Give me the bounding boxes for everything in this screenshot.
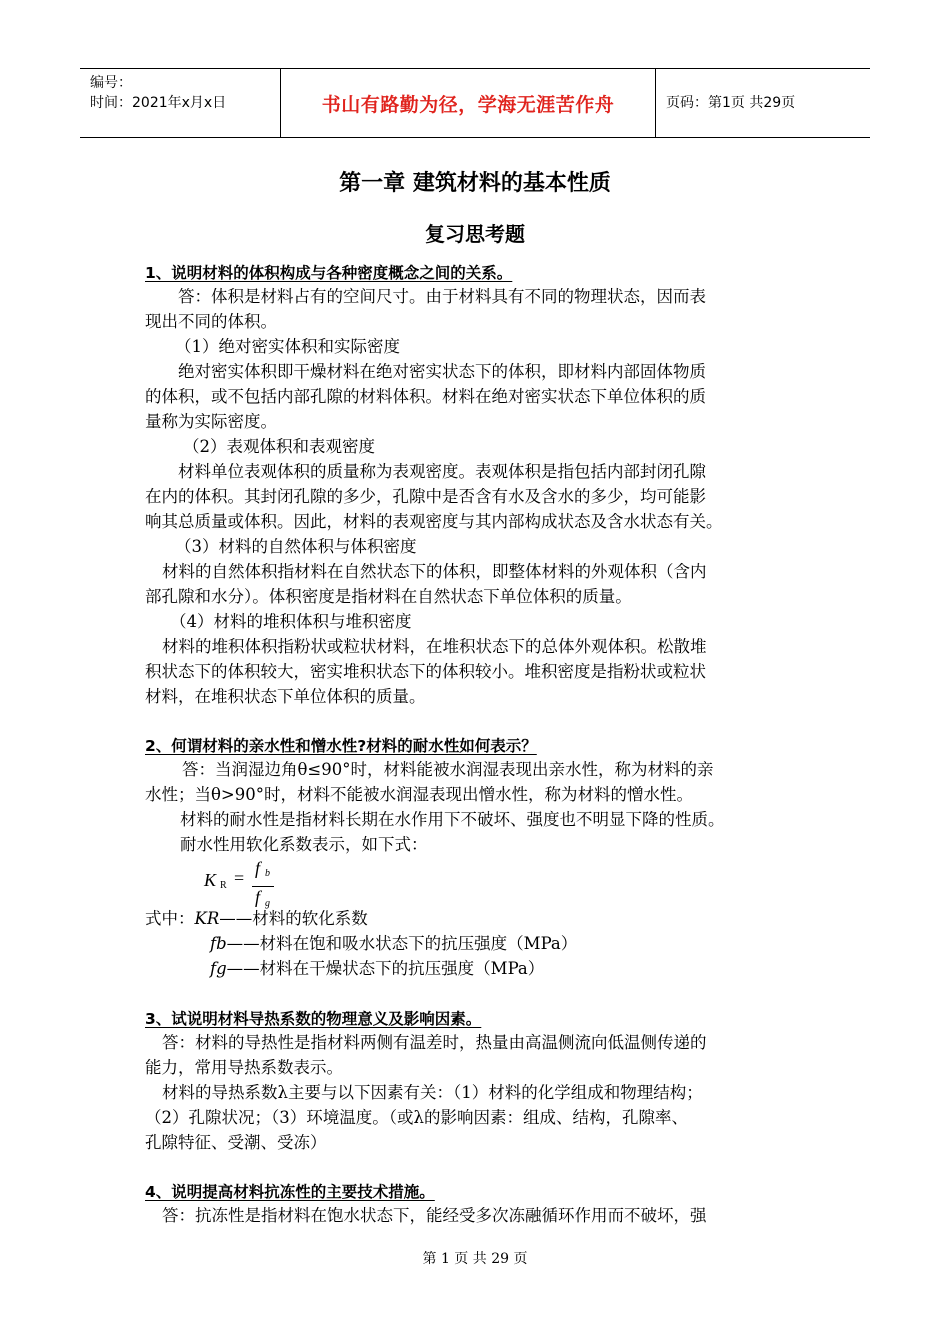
paragraph-line: 答：材料的导热性是指材料两侧有温差时，热量由高温侧流向低温侧传递的 — [162, 1033, 707, 1052]
definition-line — [210, 957, 544, 981]
definition-prefix: 式中： — [145, 909, 195, 928]
definition-text: ——材料在干燥状态下的抗压强度（MPa） — [226, 959, 545, 978]
definition-line — [210, 932, 577, 956]
header-left-cell — [80, 69, 281, 137]
subheading: （1）绝对密实体积和实际密度 — [175, 337, 400, 356]
header-right-cell — [656, 69, 870, 137]
definition-symbol: fb — [210, 934, 227, 953]
paragraph-line: 材料单位表观体积的质量称为表观密度。表观体积是指包括内部封闭孔隙 — [178, 462, 706, 481]
paragraph-line: 材料的自然体积指材料在自然状态下的体积，即整体材料的外观体积（含内 — [162, 562, 707, 581]
formula-numerator: f — [255, 858, 261, 878]
question-2: 2、何谓材料的亲水性和憎水性?材料的耐水性如何表示？ — [145, 737, 537, 755]
definition-line — [145, 907, 368, 931]
definition-symbol: KR — [194, 909, 220, 928]
softening-coefficient-formula — [204, 856, 294, 912]
formula-equals: = — [234, 868, 245, 888]
question-1: 1、说明材料的体积构成与各种密度概念之间的关系。 — [145, 264, 513, 282]
paragraph-line: 材料，在堆积状态下单位体积的质量。 — [145, 687, 426, 706]
formula-denominator: f — [255, 887, 261, 907]
paragraph-line: 答：当润湿边角θ≤90°时，材料能被水润湿表现出亲水性，称为材料的亲 — [182, 760, 714, 779]
paragraph-line: 响其总质量或体积。因此，材料的表观密度与其内部构成状态及含水状态有关。 — [145, 512, 723, 531]
serial-label: 编号： — [90, 75, 132, 91]
paragraph-line: 积状态下的体积较大，密实堆积状态下的体积较小。堆积密度是指粉状或粒状 — [145, 662, 706, 681]
header-middle-cell — [281, 69, 656, 137]
paragraph-line: 在内的体积。其封闭孔隙的多少，孔隙中是否含有水及含水的多少，均可能影 — [145, 487, 706, 506]
paragraph-line: 量称为实际密度。 — [145, 412, 277, 431]
definition-text: ——材料在饱和吸水状态下的抗压强度（MPa） — [226, 934, 578, 953]
time-label: 时间：2021年x月x日 — [90, 95, 227, 111]
paragraph-line: 耐水性用软化系数表示，如下式： — [180, 835, 428, 854]
section-title: 复习思考题 — [425, 222, 525, 246]
definition-symbol: fg — [210, 959, 227, 978]
page-info: 页码：第1页 共29页 — [666, 95, 796, 111]
paragraph-line: 部孔隙和水分）。体积密度是指材料在自然状态下单位体积的质量。 — [145, 587, 632, 606]
question-3: 3、试说明材料导热系数的物理意义及影响因素。 — [145, 1010, 482, 1028]
subheading: （4）材料的堆积体积与堆积密度 — [170, 612, 412, 631]
definition-text: ——材料的软化系数 — [219, 909, 368, 928]
paragraph-line: 绝对密实体积即干燥材料在绝对密实状态下的体积，即材料内部固体物质 — [178, 362, 706, 381]
paragraph-line: 材料的耐水性是指材料长期在水作用下不破坏、强度也不明显下降的性质。 — [180, 810, 725, 829]
paragraph-line: 孔隙特征、受潮、受冻） — [145, 1133, 327, 1152]
paragraph-line: 答：体积是材料占有的空间尺寸。由于材料具有不同的物理状态，因而表 — [178, 287, 706, 306]
chapter-title: 第一章 建筑材料的基本性质 — [339, 171, 611, 196]
paragraph-line: 现出不同的体积。 — [145, 312, 277, 331]
paragraph-line: （2）孔隙状况；（3）环境温度。（或λ的影响因素：组成、结构，孔隙率、 — [145, 1108, 688, 1127]
formula-k: K — [204, 870, 217, 890]
formula-numerator-subscript: b — [265, 868, 270, 879]
paragraph-line: 答：抗冻性是指材料在饱水状态下，能经受多次冻融循环作用而不破坏，强 — [162, 1206, 707, 1225]
paragraph-line: 水性；当θ>90°时，材料不能被水润湿表现出憎水性，称为材料的憎水性。 — [145, 785, 694, 804]
page-footer: 第 1 页 共 29 页 — [422, 1251, 528, 1267]
formula-denominator-subscript: g — [265, 898, 270, 909]
formula-k-subscript: R — [220, 880, 227, 891]
document-header — [80, 68, 870, 138]
paragraph-line: 材料的导热系数λ主要与以下因素有关：（1）材料的化学组成和物理结构； — [162, 1083, 703, 1102]
subheading: （3）材料的自然体积与体积密度 — [175, 537, 417, 556]
motto: 书山有路勤为径，学海无涯苦作舟 — [321, 93, 615, 116]
paragraph-line: 的体积，或不包括内部孔隙的材料体积。材料在绝对密实状态下单位体积的质 — [145, 387, 706, 406]
question-4: 4、说明提高材料抗冻性的主要技术措施。 — [145, 1183, 435, 1201]
subheading: （2）表观体积和表观密度 — [183, 437, 375, 456]
paragraph-line: 能力，常用导热系数表示。 — [145, 1058, 343, 1077]
paragraph-line: 材料的堆积体积指粉状或粒状材料，在堆积状态下的总体外观体积。松散堆 — [162, 637, 707, 656]
